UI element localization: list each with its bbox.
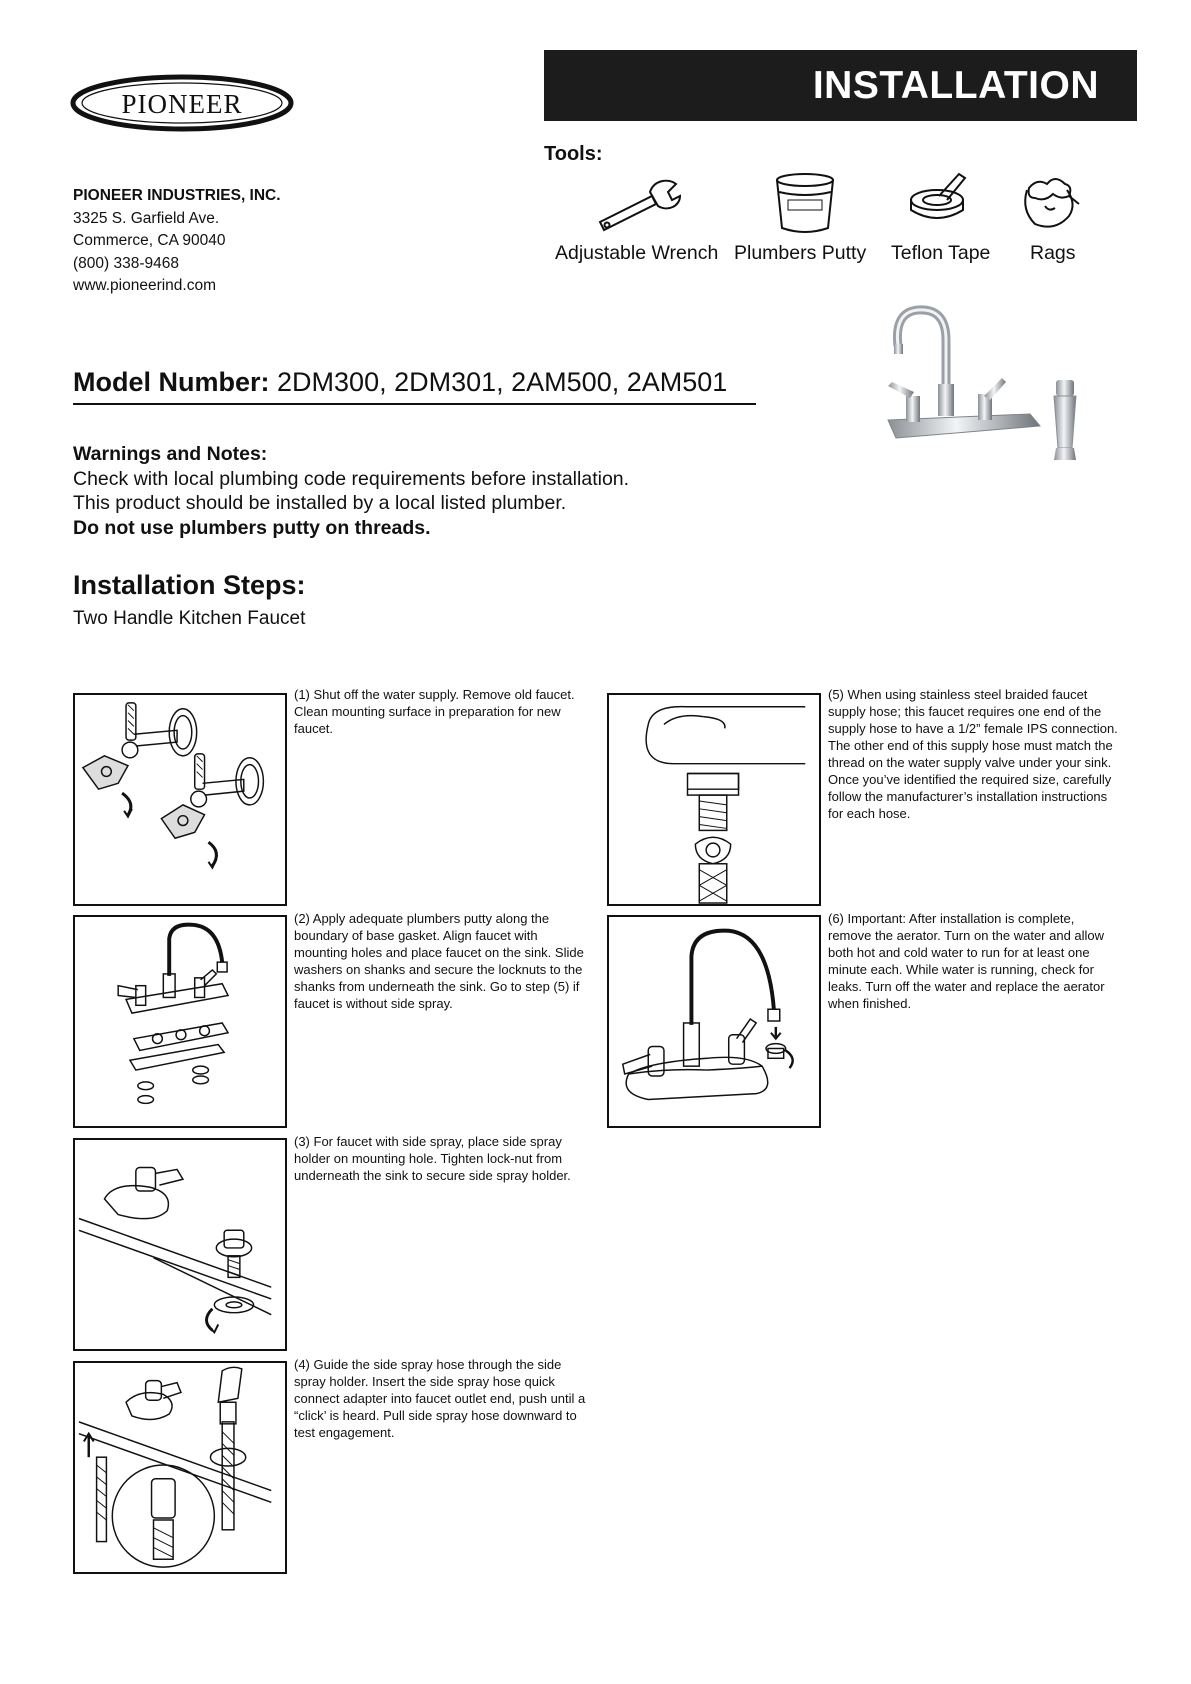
warnings-section (73, 442, 629, 540)
step-3-illustration (73, 1138, 287, 1351)
logo-wordmark: PIONEER (121, 89, 243, 119)
installation-steps-subtitle: Two Handle Kitchen Faucet (73, 608, 306, 629)
company-info (73, 185, 281, 298)
warning-line-1: Check with local plumbing code requirements before installation. (73, 467, 630, 490)
product-faucet-image (880, 298, 1095, 483)
step-3-text: (3) For faucet with side spray, place side spray holder on mounting hole. Tighten lock-nut from underneath the sink to secure side spray holder. (294, 1134, 571, 1183)
rag-icon (1015, 170, 1085, 236)
tools-heading: Tools: (544, 143, 603, 165)
pioneer-logo (70, 73, 295, 133)
tool-label-wrench: Adjustable Wrench (555, 242, 719, 264)
putty-tub-icon (770, 170, 840, 236)
warning-line-3: Do not use plumbers putty on threads. (73, 516, 431, 539)
model-values: 2DM300, 2DM301, 2AM500, 2AM501 (277, 367, 728, 397)
warnings-heading: Warnings and Notes: (73, 443, 268, 465)
step-2-illustration (73, 915, 287, 1128)
model-underline (73, 403, 756, 405)
installation-steps-heading: Installation Steps: (73, 570, 306, 600)
tool-label-rags: Rags (1030, 242, 1076, 264)
company-name: PIONEER INDUSTRIES, INC. (73, 187, 281, 204)
tool-label-teflon: Teflon Tape (891, 242, 991, 264)
step-1-illustration (73, 693, 287, 906)
company-website[interactable]: www.pioneerind.com (73, 277, 217, 294)
warning-line-2: This product should be installed by a local listed plumber. (73, 492, 567, 514)
step-4-illustration (73, 1361, 287, 1574)
step-1-text: (1) Shut off the water supply. Remove old faucet. Clean mounting surface in preparation for new faucet. (294, 687, 575, 736)
installation-banner: INSTALLATION (544, 50, 1137, 121)
step-4-text: (4) Guide the side spray hose through the side spray holder. Insert the side spray hose quick connect adapter into faucet outlet end, push until a “click’ is heard. Pull side spray hose downward to test engagement. (294, 1357, 586, 1440)
model-label: Model Number: (73, 367, 270, 397)
step-6-illustration (607, 915, 821, 1128)
step-5-illustration (607, 693, 821, 906)
step-5-text: (5) When using stainless steel braided faucet supply hose; this faucet requires one end of the supply hose to have a 1/2” female IPS connection. The other end of this supply hose must match the thread on the water supply valve under your sink. Once you’ve identified the required size, carefully follow the manufacturer’s installation instructions for each hose. (828, 687, 1118, 821)
tool-label-putty: Plumbers Putty (734, 242, 867, 264)
model-number (73, 367, 727, 398)
teflon-tape-icon (905, 170, 975, 236)
company-address-line1: 3325 S. Garfield Ave. (73, 209, 220, 227)
step-6-text: (6) Important: After installation is complete, remove the aerator. Turn on the water and allow both hot and cold water to run for at least one minute each. While water is running, check for leaks. Turn off the water and replace the aerator when finished. (828, 911, 1105, 1011)
wrench-icon (592, 170, 682, 236)
company-address-line2: Commerce, CA 90040 (73, 232, 226, 249)
step-2-text: (2) Apply adequate plumbers putty along the boundary of base gasket. Align faucet with mounting holes and place faucet on the sink. Slide washers on shanks and secure the locknuts to the shanks from underneath the sink. Go to step (5) if faucet is without side spray. (294, 911, 584, 1011)
company-phone: (800) 338-9468 (73, 254, 179, 272)
